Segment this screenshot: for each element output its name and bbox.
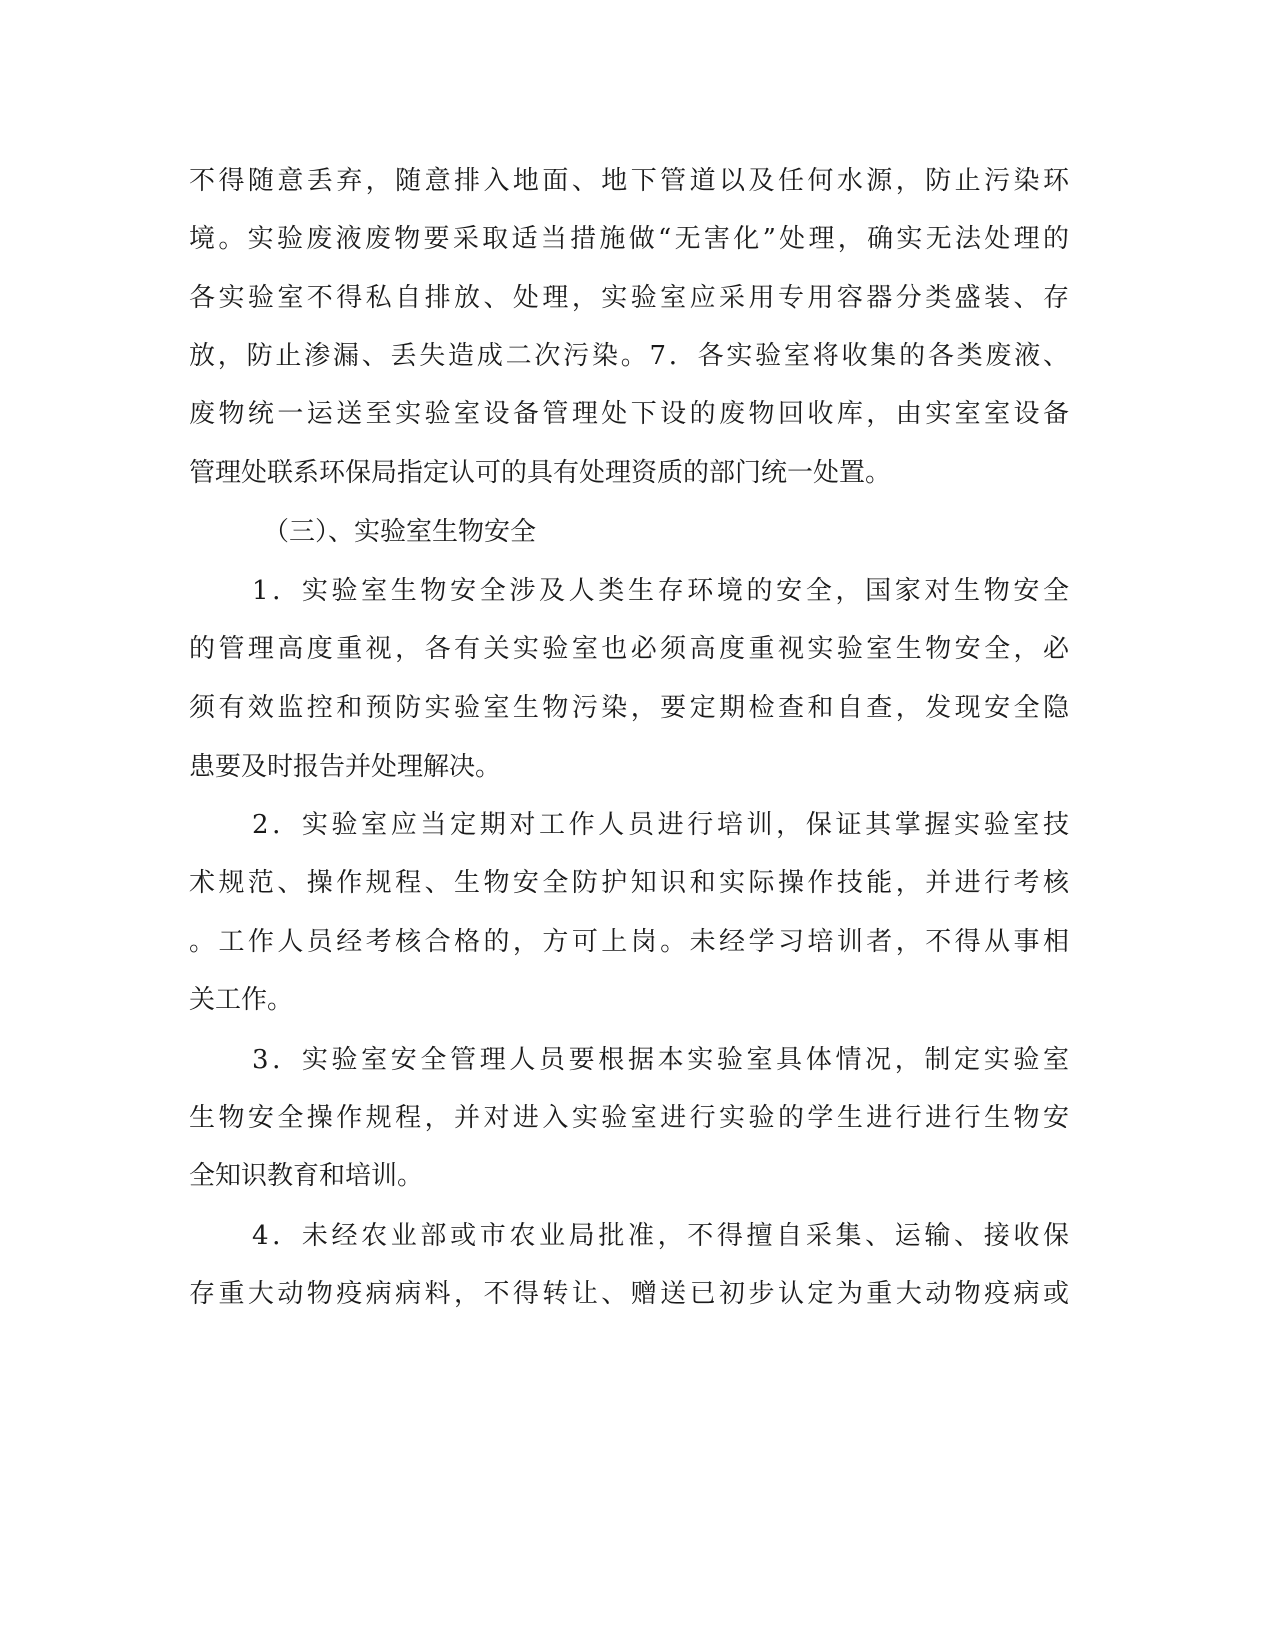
paragraph-line: 患要及时报告并处理解决。 bbox=[189, 752, 502, 782]
paragraph-line: 1．实验室生物安全涉及人类生存环境的安全，国家对生物安全 bbox=[252, 576, 1069, 606]
paragraph-line: 存重大动物疫病病料，不得转让、赠送已初步认定为重大动物疫病或 bbox=[189, 1279, 1069, 1309]
paragraph-line: 术规范、操作规程、生物安全防护知识和实际操作技能，并进行考核 bbox=[189, 868, 1069, 898]
paragraph-line: 生物安全操作规程，并对进入实验室进行实验的学生进行进行生物安 bbox=[189, 1103, 1069, 1133]
paragraph-line: 须有效监控和预防实验室生物污染，要定期检查和自查，发现安全隐 bbox=[189, 693, 1069, 723]
paragraph-line: 各实验室不得私自排放、处理，实验室应采用专用容器分类盛装、存 bbox=[189, 283, 1069, 313]
paragraph-line: 管理处联系环保局指定认可的具有处理资质的部门统一处置。 bbox=[189, 458, 892, 488]
paragraph-line: 境。实验废液废物要采取适当措施做“无害化”处理，确实无法处理的 bbox=[189, 224, 1069, 254]
paragraph-line: 放，防止渗漏、丢失造成二次污染。7．各实验室将收集的各类废液、 bbox=[189, 341, 1069, 371]
paragraph-line: 3．实验室安全管理人员要根据本实验室具体情况，制定实验室 bbox=[252, 1045, 1069, 1075]
paragraph-line: 废物统一运送至实验室设备管理处下设的废物回收库，由实室室设备 bbox=[189, 399, 1069, 429]
paragraph-line: 的管理高度重视，各有关实验室也必须高度重视实验室生物安全，必 bbox=[189, 634, 1069, 664]
paragraph-line: 不得随意丢弃，随意排入地面、地下管道以及任何水源，防止污染环 bbox=[189, 166, 1069, 196]
paragraph-line: 。工作人员经考核合格的，方可上岗。未经学习培训者，不得从事相 bbox=[189, 927, 1069, 957]
paragraph-line: 2．实验室应当定期对工作人员进行培训，保证其掌握实验室技 bbox=[252, 810, 1069, 840]
section-heading: （三）、实验室生物安全 bbox=[263, 517, 537, 547]
paragraph-line: 全知识教育和培训。 bbox=[189, 1161, 424, 1191]
paragraph-line: 4．未经农业部或市农业局批准，不得擅自采集、运输、接收保 bbox=[252, 1221, 1069, 1251]
paragraph-line: 关工作。 bbox=[189, 985, 294, 1015]
